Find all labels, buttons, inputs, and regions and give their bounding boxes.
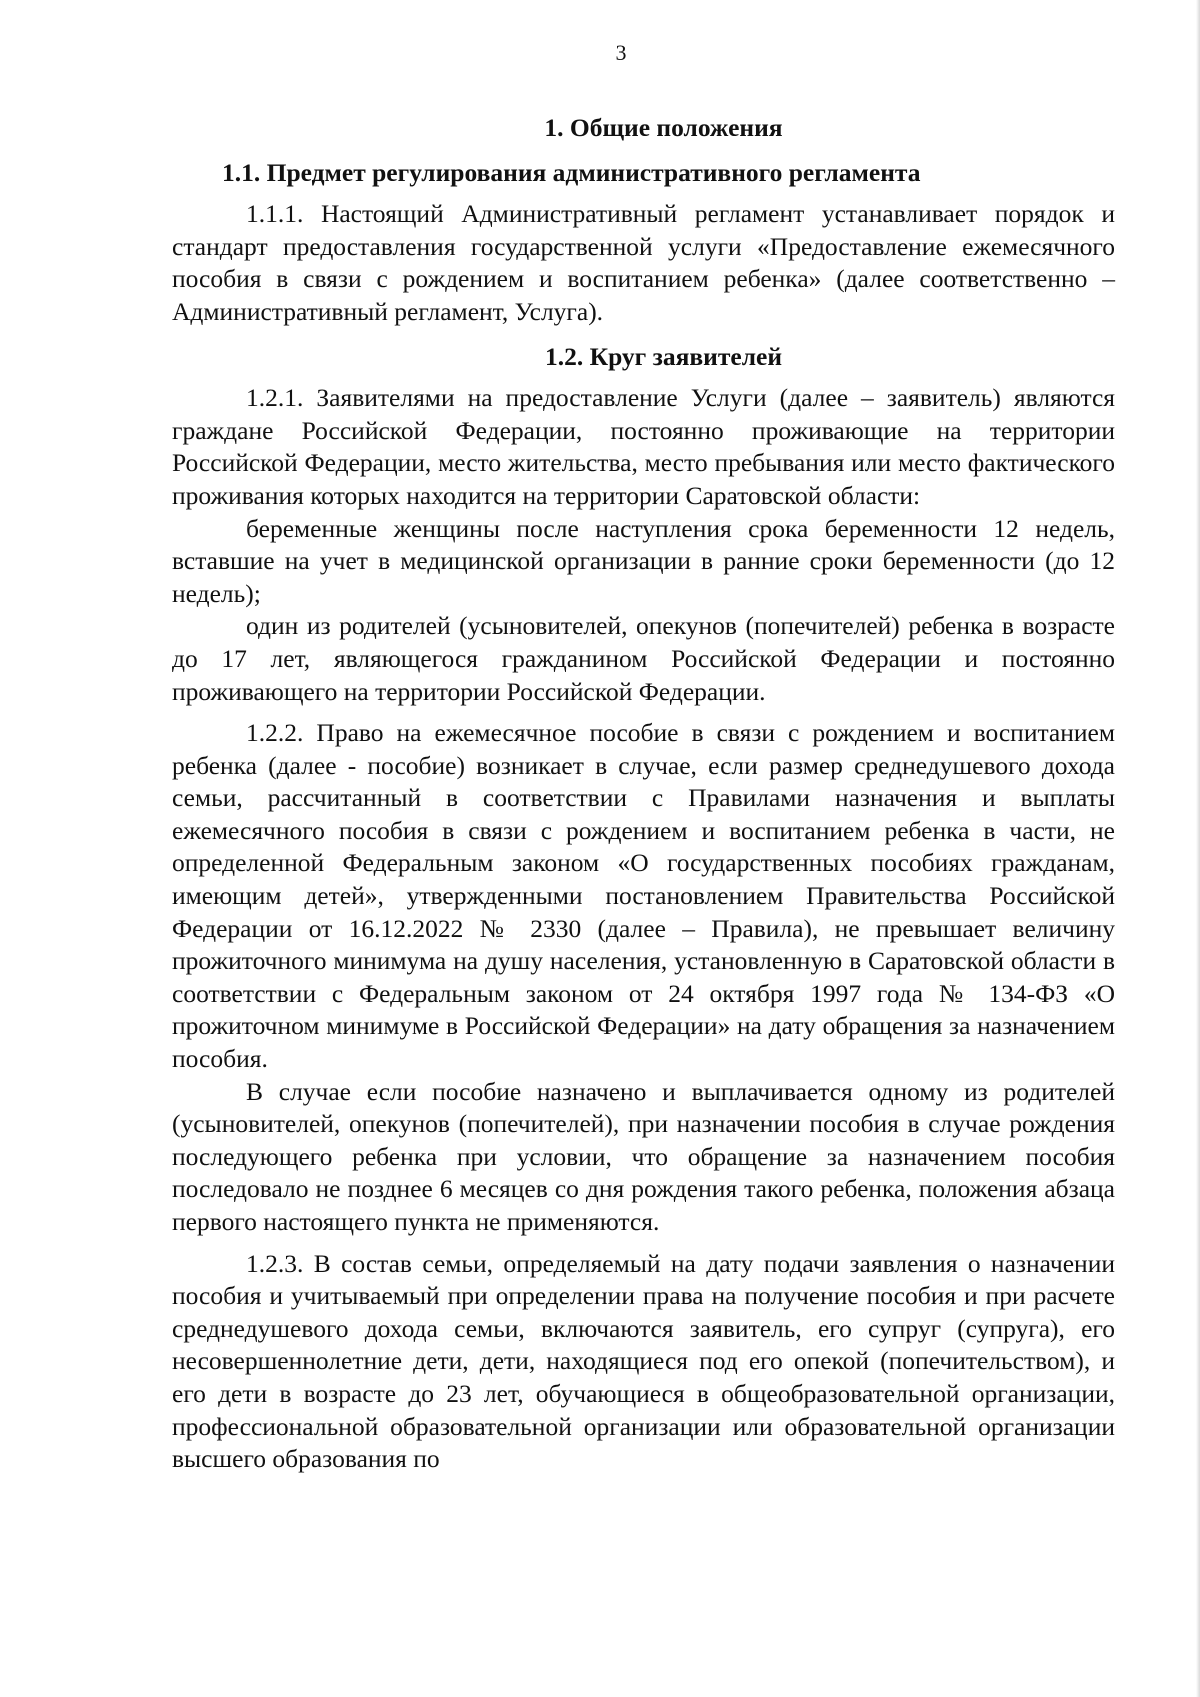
page-number: 3 <box>615 40 627 65</box>
section-title: 1. Общие положения <box>544 113 783 142</box>
subsection-heading-1-1: 1.1. Предмет регулирования административного регламента <box>222 157 921 187</box>
paragraph-exception-case: В случае если пособие назначено и выплачивается одному из родителей (усыновителей, опекунов (попечителей), при назначении пособия в случае рождения последующего ребенка при условии, что обращение за назначением пособия последовало не позднее 6 месяцев со дня рождения такого ребенка, положения абзаца первого настоящего пункта не применяются. <box>172 1076 1115 1236</box>
document-body <box>172 112 1115 1476</box>
paragraph-1-2-1: 1.2.1. Заявителями на предоставление Услуги (далее – заявитель) являются граждане Российской Федерации, постоянно проживающие на территории Российской Федерации, место жительства, место пребывания или место фактического проживания которых находится на территории Саратовской области: <box>172 383 1115 510</box>
paragraph-1-2-3: 1.2.3. В состав семьи, определяемый на дату подачи заявления о назначении пособия и учитываемый при определении права на получение пособия и при расчете среднедушевого дохода семьи, включаются заявитель, его супруг (супруга), его несовершеннолетние дети, дети, находящиеся под его опекой (попечительством), и его дети в возрасте до 23 лет, обучающиеся в общеобразовательной организации, профессиональной образовательной организации или образовательной организации высшего образования по <box>172 1248 1115 1474</box>
page-edge-shadow <box>1196 0 1200 1697</box>
paragraph-pregnant-women: беременные женщины после наступления срока беременности 12 недель, вставшие на учет в медицинской организации в ранние сроки беременности (до 12 недель); <box>172 513 1115 608</box>
paragraph-1-2-2: 1.2.2. Право на ежемесячное пособие в связи с рождением и воспитанием ребенка (далее - пособие) возникает в случае, если размер среднедушевого дохода семьи, рассчитанный в соответствии с Правилами назначения и выплаты ежемесячного пособия в связи с рождением и воспитанием ребенка в части, не определенной Федеральным законом «О государственных пособиях гражданам, имеющим детей», утвержденными постановлением Правительства Российской Федерации от 16.12.2022 № 2330 (далее – Правила), не превышает величину прожиточного минимума на душу населения, установленную в Саратовской области в соответствии с Федеральным законом от 24 октября 1997 года № 134-ФЗ «О прожиточном минимуме в Российской Федерации» на дату обращения за назначением пособия. <box>172 718 1115 1074</box>
paragraph-parent: один из родителей (усыновителей, опекунов (попечителей) ребенка в возрасте до 17 лет, являющегося гражданином Российской Федерации и постоянно проживающего на территории Российской Федерации. <box>172 611 1115 706</box>
subsection-heading-1-2: 1.2. Круг заявителей <box>544 341 783 371</box>
paragraph-1-1-1: 1.1.1. Настоящий Административный регламент устанавливает порядок и стандарт предоставления государственной услуги «Предоставление ежемесячного пособия в связи с рождением и воспитанием ребенка» (далее соответственно – Административный регламент, Услуга). <box>172 199 1115 326</box>
